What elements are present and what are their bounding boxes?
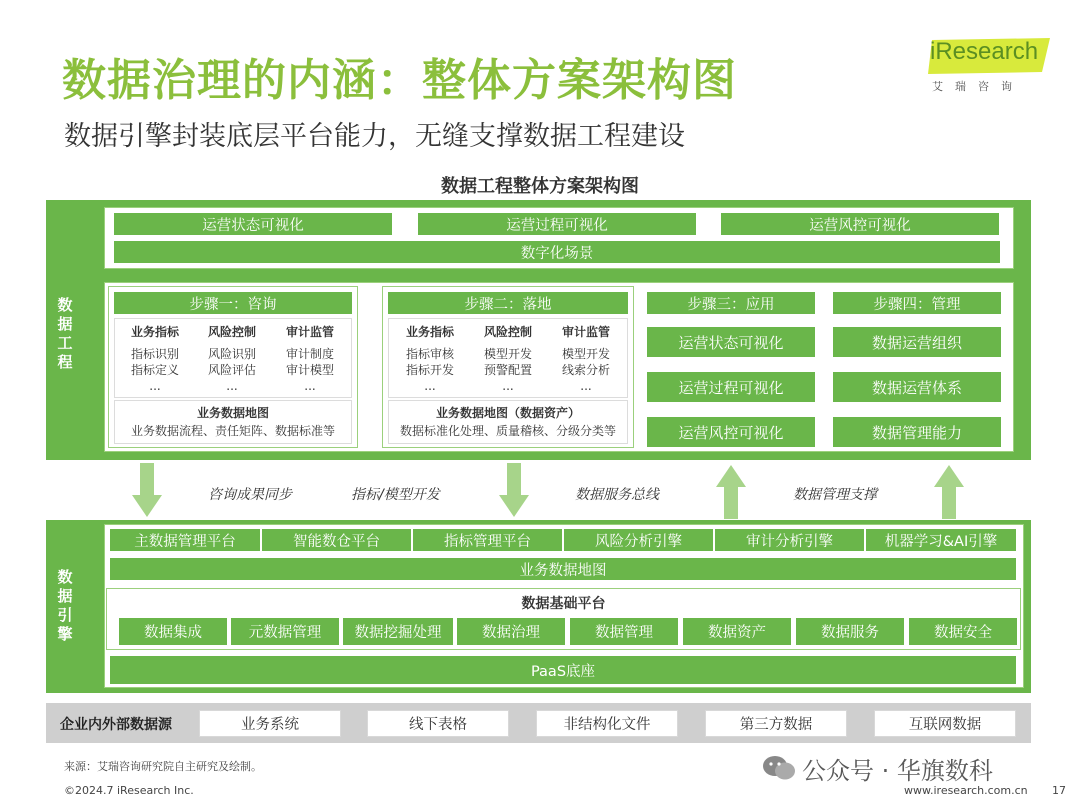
col-line: 指标识别	[130, 347, 179, 361]
step2-map-card	[388, 400, 628, 444]
logo-subtext: 艾瑞咨询	[932, 80, 1024, 93]
col-head: 风险控制	[207, 325, 256, 339]
col-line: 风险识别	[207, 347, 256, 361]
platform-3: 指标管理平台	[413, 529, 562, 551]
step4-item-1: 数据运营组织	[833, 327, 1001, 357]
flow-label-1: 咨询成果同步	[208, 487, 292, 503]
col-head: 业务指标	[405, 325, 454, 339]
step1-col-1	[118, 324, 192, 394]
col-line: ...	[502, 379, 514, 393]
up-arrow-icon	[716, 465, 746, 519]
source-note: 来源：艾瑞咨询研究院自主研究及绘制。	[64, 760, 262, 773]
step2-col-3	[548, 324, 624, 394]
platform-2: 智能数仓平台	[262, 529, 411, 551]
watermark: 公众号 · 华旗数科	[802, 757, 993, 785]
wechat-icon	[762, 754, 796, 782]
base-item-7: 数据服务	[796, 618, 904, 645]
col-head: 业务指标	[130, 325, 179, 339]
step2-col-1	[392, 324, 468, 394]
base-item-3: 数据挖掘处理	[343, 618, 453, 645]
base-item-8: 数据安全	[909, 618, 1017, 645]
step1-col-2	[195, 324, 269, 394]
down-arrow-icon	[132, 463, 162, 517]
col-line: 模型开发	[483, 347, 532, 361]
copyright: ©2024.7 iResearch Inc.	[64, 784, 194, 797]
source-2: 线下表格	[367, 710, 509, 737]
step4-title: 步骤四：管理	[833, 292, 1001, 314]
top-item-3: 运营风控可视化	[721, 213, 999, 235]
col-line: 审计模型	[285, 363, 334, 377]
col-line: 指标审核	[405, 347, 454, 361]
up-arrow-icon	[934, 465, 964, 519]
col-line: ...	[424, 379, 436, 393]
step2-title: 步骤二：落地	[388, 292, 628, 314]
base-item-5: 数据管理	[570, 618, 678, 645]
page-title: 数据治理的内涵：整体方案架构图	[62, 55, 737, 106]
step1-title: 步骤一：咨询	[114, 292, 352, 314]
engineering-label: 数据工程	[57, 296, 73, 371]
step1-col-3	[272, 324, 348, 394]
col-line: 指标定义	[130, 363, 179, 377]
base-item-2: 元数据管理	[231, 618, 339, 645]
step3-item-2: 运营过程可视化	[647, 372, 815, 402]
platform-4: 风险分析引擎	[564, 529, 713, 551]
map-title: 业务数据地图	[196, 406, 269, 420]
col-line: 模型开发	[561, 347, 610, 361]
col-line: 预警配置	[483, 363, 532, 377]
site-url: www.iresearch.com.cn	[904, 784, 1028, 797]
col-line: ...	[149, 379, 161, 393]
base-item-1: 数据集成	[119, 618, 227, 645]
base-item-6: 数据资产	[683, 618, 791, 645]
source-4: 第三方数据	[705, 710, 847, 737]
sources-title: 企业内外部数据源	[60, 717, 172, 733]
step4-item-3: 数据管理能力	[833, 417, 1001, 447]
step2-col-2	[470, 324, 546, 394]
col-head: 审计监管	[285, 325, 334, 339]
base-platform-title: 数据基础平台	[521, 596, 606, 612]
step3-item-1: 运营状态可视化	[647, 327, 815, 357]
step3-title: 步骤三：应用	[647, 292, 815, 314]
col-line: 指标开发	[405, 363, 454, 377]
col-line: 线索分析	[561, 363, 610, 377]
platform-6: 机器学习&AI引擎	[866, 529, 1016, 551]
col-line: 风险评估	[207, 363, 256, 377]
col-line: 审计制度	[285, 347, 334, 361]
step3-item-3: 运营风控可视化	[647, 417, 815, 447]
col-line: ...	[304, 379, 316, 393]
source-3: 非结构化文件	[536, 710, 678, 737]
flow-label-2: 指标/模型开发	[351, 487, 440, 503]
top-item-1: 运营状态可视化	[114, 213, 392, 235]
step4-item-2: 数据运营体系	[833, 372, 1001, 402]
top-item-2: 运营过程可视化	[418, 213, 696, 235]
base-item-4: 数据治理	[457, 618, 565, 645]
source-1: 业务系统	[199, 710, 341, 737]
step1-map-card	[114, 400, 352, 444]
platform-1: 主数据管理平台	[110, 529, 260, 551]
engine-label: 数据引擎	[57, 568, 73, 643]
map-title: 业务数据地图（数据资产）	[435, 406, 580, 420]
col-line: ...	[226, 379, 238, 393]
flow-label-4: 数据管理支撑	[793, 487, 877, 503]
engine-map-bar: 业务数据地图	[110, 558, 1016, 580]
paas-bar: PaaS底座	[110, 656, 1016, 684]
scene-bar: 数字化场景	[114, 241, 1000, 263]
page-number: 17	[1052, 784, 1066, 797]
down-arrow-icon	[499, 463, 529, 517]
platform-5: 审计分析引擎	[715, 529, 864, 551]
page-subtitle: 数据引擎封装底层平台能力，无缝支撑数据工程建设	[64, 121, 685, 152]
col-head: 风险控制	[483, 325, 532, 339]
diagram-title: 数据工程整体方案架构图	[441, 176, 639, 197]
map-desc: 业务数据流程、责任矩阵、数据标准等	[130, 424, 335, 438]
col-line: ...	[580, 379, 592, 393]
col-head: 审计监管	[561, 325, 610, 339]
map-desc: 数据标准化处理、质量稽核、分级分类等	[399, 424, 616, 438]
source-5: 互联网数据	[874, 710, 1016, 737]
logo: iResearch	[930, 38, 1039, 65]
flow-label-3: 数据服务总线	[575, 487, 659, 503]
